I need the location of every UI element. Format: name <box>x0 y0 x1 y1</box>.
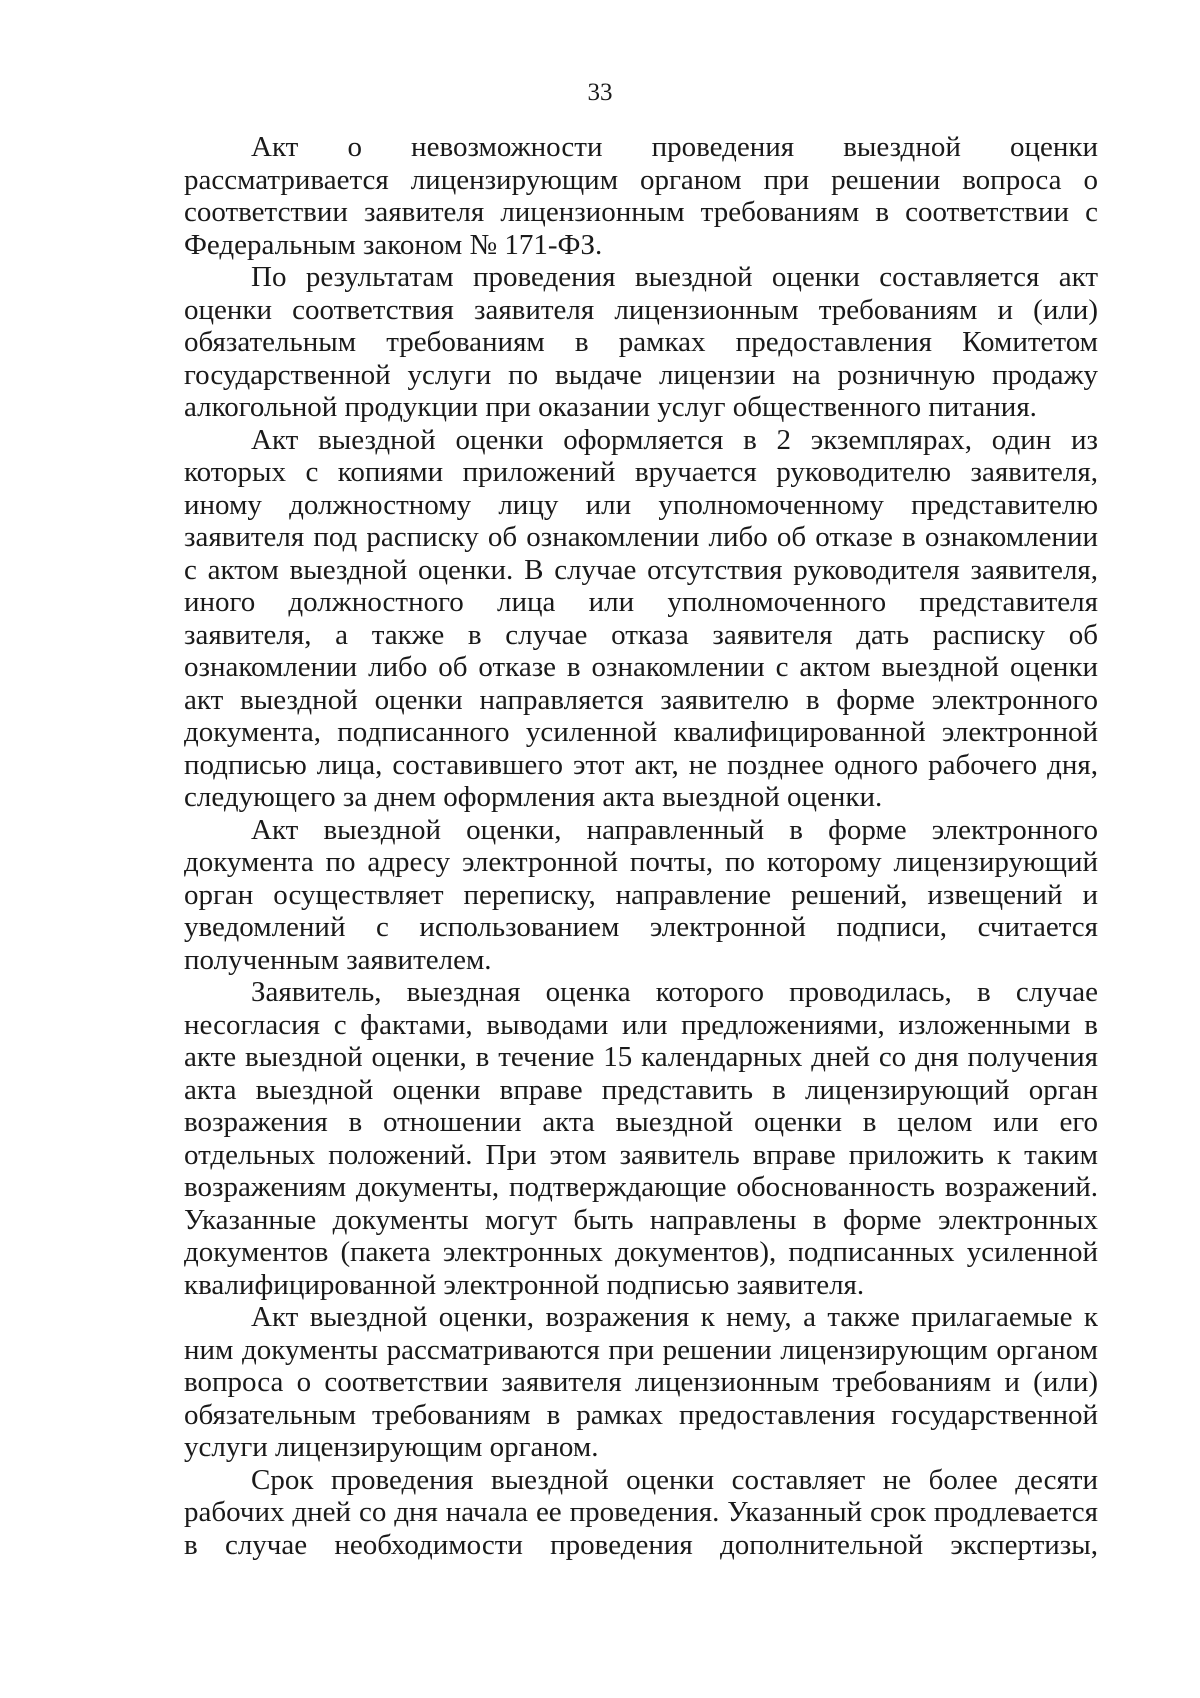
paragraph-consideration: Акт выездной оценки, возражения к нему, а также прилагаемые к ним документы рассматриваются при решении лицензирующим органом вопроса о соответствии заявителя лицензионным требованиям и (или) обязательным требованиям в рамках предоставления государственной услуги лицензирующим органом. <box>184 1301 1098 1463</box>
paragraph-assessment-results: По результатам проведения выездной оценки составляется акт оценки соответствия заявителя лицензионным требованиям и (или) обязательным требованиям в рамках предоставления Комитетом государственной услуги по выдаче лицензии на розничную продажу алкогольной продукции при оказании услуг общественного питания. <box>184 261 1098 423</box>
page-number: 33 <box>587 79 613 106</box>
paragraph-term: Срок проведения выездной оценки составляет не более десяти рабочих дней со дня начала ее проведения. Указанный срок продлевается в случае необходимости проведения дополнительной экспертизы, <box>184 1463 1098 1561</box>
paragraph-objections: Заявитель, выездная оценка которого проводилась, в случае несогласия с фактами, выводами или предложениями, изложенными в акте выездной оценки, в течение 15 календарных дней со дня получения акта выездной оценки вправе представить в лицензирующий орган возражения в отношении акта выездной оценки в целом или его отдельных положений. При этом заявитель вправе приложить к таким возражениям документы, подтверждающие обоснованность возражений. Указанные документы могут быть направлены в форме электронных документов (пакета электронных документов), подписанных усиленной квалифицированной электронной подписью заявителя. <box>184 976 1098 1301</box>
document-body <box>184 131 1098 1561</box>
paragraph-inability-act: Акт о невозможности проведения выездной оценки рассматривается лицензирующим органом при решении вопроса о соответствии заявителя лицензионным требованиям в соответствии с Федеральным законом № 171-ФЗ. <box>184 131 1098 261</box>
paragraph-act-execution: Акт выездной оценки оформляется в 2 экземплярах, один из которых с копиями приложений вручается руководителю заявителя, иному должностному лицу или уполномоченному представителю заявителя под расписку об ознакомлении либо об отказе в ознакомлении с актом выездной оценки. В случае отсутствия руководителя заявителя, иного должностного лица или уполномоченного представителя заявителя, а также в случае отказа заявителя дать расписку об ознакомлении либо об отказе в ознакомлении с актом выездной оценки акт выездной оценки направляется заявителю в форме электронного документа, подписанного усиленной квалифицированной электронной подписью лица, составившего этот акт, не позднее одного рабочего дня, следующего за днем оформления акта выездной оценки. <box>184 423 1098 813</box>
paragraph-electronic-delivery: Акт выездной оценки, направленный в форме электронного документа по адресу электронной почты, по которому лицензирующий орган осуществляет переписку, направление решений, извещений и уведомлений с использованием электронной подписи, считается полученным заявителем. <box>184 813 1098 976</box>
